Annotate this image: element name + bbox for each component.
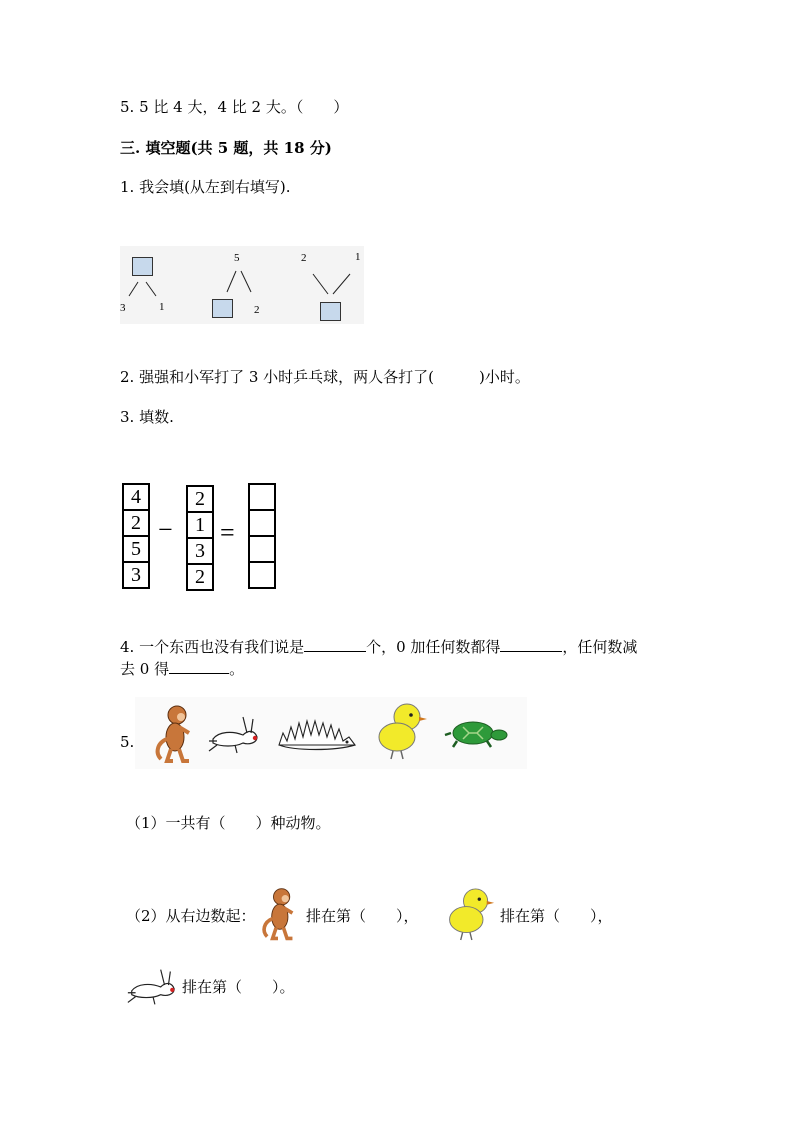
question-2: 2. 强强和小军打了 3 小时乒乓球，两人各打了( )小时。 xyxy=(120,368,530,386)
question-5-sub-1: （1）一共有（ ）种动物。 xyxy=(126,814,331,832)
digit-cell: 5 xyxy=(124,537,148,563)
question-5-label: 5. xyxy=(120,733,135,751)
answer-cell[interactable] xyxy=(250,563,274,587)
section-title: 三. 填空题(共 5 题，共 18 分) xyxy=(120,139,332,157)
q4-text-d: 去 0 得 xyxy=(120,660,170,678)
q4-text-a: 4. 一个东西也没有我们说是 xyxy=(120,638,305,656)
digit-cell: 3 xyxy=(188,539,212,565)
minuend-column xyxy=(122,483,150,589)
answer-box-a[interactable] xyxy=(132,257,153,276)
bond-b-right: 2 xyxy=(254,304,260,316)
digit-cell: 3 xyxy=(131,564,141,586)
bond-a-right: 1 xyxy=(159,301,165,313)
q4-blank-3[interactable] xyxy=(169,659,229,674)
animal-row xyxy=(135,697,527,769)
q4-blank-1[interactable] xyxy=(304,637,366,652)
q4-text-b: 个，0 加任何数都得 xyxy=(366,638,501,656)
question-5-sub-2-c: 排在第（ ）， xyxy=(500,907,613,925)
question-5-sub-3: 排在第（ ）。 xyxy=(182,978,295,996)
bond-a-left: 3 xyxy=(120,302,126,314)
digit-cell: 2 xyxy=(124,511,148,537)
answer-box-c[interactable] xyxy=(320,302,341,321)
q4-blank-2[interactable] xyxy=(500,637,562,652)
rabbit-icon xyxy=(124,962,180,1010)
digit-cell: 1 xyxy=(188,513,212,539)
question-5-sub-2-b: 排在第（ ）， xyxy=(306,907,419,925)
answer-cell[interactable] xyxy=(250,485,274,511)
turtle-icon xyxy=(441,717,511,751)
subtrahend-column xyxy=(186,485,214,591)
number-bond-figure xyxy=(120,246,364,324)
answer-cell[interactable] xyxy=(250,537,274,563)
chick-icon xyxy=(373,701,429,761)
digit-cell: 2 xyxy=(195,566,205,588)
bond-c-left: 2 xyxy=(301,252,307,264)
minus-sign: − xyxy=(158,515,173,544)
digit-cell: 4 xyxy=(124,485,148,511)
prev-question-5: 5. 5 比 4 大，4 比 2 大。（ ） xyxy=(120,98,349,116)
monkey-icon xyxy=(149,703,197,765)
question-4-line-1 xyxy=(120,636,637,657)
question-1: 1. 我会填(从左到右填写). xyxy=(120,178,291,196)
answer-box-b[interactable] xyxy=(212,299,233,318)
bond-b-top: 5 xyxy=(234,252,240,264)
answer-cell[interactable] xyxy=(250,511,274,537)
digit-cell: 2 xyxy=(188,487,212,513)
rabbit-icon xyxy=(205,713,263,755)
answer-column[interactable] xyxy=(248,483,276,589)
q4-text-c: ，任何数减 xyxy=(562,638,638,656)
monkey-icon xyxy=(254,886,302,942)
equals-sign: = xyxy=(220,518,235,547)
question-3: 3. 填数. xyxy=(120,408,174,426)
question-5-sub-2-a: （2）从右边数起： xyxy=(126,907,256,925)
q4-text-e: 。 xyxy=(229,660,245,678)
bond-c-right: 1 xyxy=(355,251,361,263)
hedgehog-icon xyxy=(275,711,359,757)
question-4-line-2 xyxy=(120,658,244,679)
chick-icon xyxy=(444,886,496,942)
